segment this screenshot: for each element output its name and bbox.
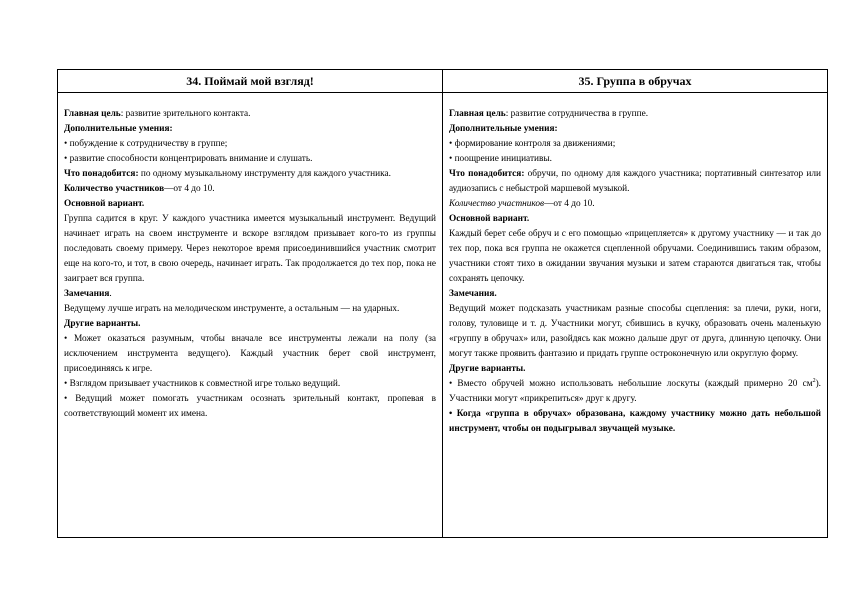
main-variant-label: Основной вариант.	[64, 199, 145, 209]
notes-text: Ведущему лучше играть на мелодическом инструменте, а остальным — на ударных.	[64, 304, 400, 314]
extra-skill-item: • развитие способности концентрировать внимание и слушать.	[64, 154, 313, 164]
other-variants-label: Другие варианты.	[64, 319, 141, 329]
goal-line	[449, 107, 821, 122]
goal-text: : развитие зрительного контакта.	[120, 109, 251, 119]
other-variant-item	[449, 377, 821, 407]
extra-skill-item: • побуждение к сотрудничеству в группе;	[64, 139, 228, 149]
extra-skill-item: • формирование контроля за движениями;	[449, 139, 616, 149]
exercise-35-title: 35. Группа в обручах	[443, 70, 827, 93]
other-variant-item: • Взглядом призывает участников к совместной игре только ведущий.	[64, 379, 341, 389]
count-text: —от 4 до 10.	[164, 184, 215, 194]
main-variant-label: Основной вариант.	[449, 214, 530, 224]
needs-label: Что понадобится:	[449, 169, 525, 179]
notes-label: Замечания.	[449, 289, 497, 299]
count-label: Количество участников	[449, 199, 545, 209]
extra-skills-label: Дополнительные умения:	[64, 124, 173, 134]
other-variant-item: • Когда «группа в обручах» образована, каждому участнику можно дать небольшой инструмент, чтобы он подыгрывал звучащей музыке.	[449, 409, 821, 434]
notes-line	[64, 287, 436, 302]
count-line	[64, 182, 436, 197]
exercise-34-body	[58, 93, 442, 422]
extra-skill-item: • поощрение инициативы.	[449, 154, 552, 164]
exercise-table	[57, 69, 828, 538]
notes-label: Замечания	[64, 289, 110, 299]
needs-text: обручи, по одному для каждого участника; портативный синтезатор или аудиозапись с небыстрой маршевой музыкой.	[449, 169, 821, 194]
exercise-35-column	[443, 70, 827, 537]
needs-label: Что понадобится:	[64, 169, 139, 179]
count-text: —от 4 до 10.	[544, 199, 595, 209]
main-variant-text: Каждый берет себе обруч и с его помощью «прицепляется» к другому участнику — и так до тех пор, пока вся группа не окажется сцепленной обручами. Соединившись таким образом, участники стоят тихо в ожидании звучания музыки и затем стараются двигаться так, чтобы сохранять цепочку.	[449, 229, 821, 284]
needs-line	[64, 167, 436, 182]
needs-line	[449, 167, 821, 197]
count-label: Количество участников	[64, 184, 165, 194]
exercise-34-column	[58, 70, 443, 537]
goal-label: Главная цель	[64, 109, 121, 119]
superscript-two: 2	[812, 377, 816, 384]
goal-label: Главная цель	[449, 109, 506, 119]
goal-text: : развитие сотрудничества в группе.	[505, 109, 649, 119]
other-variant-item: • Ведущий может помогать участникам осознать зрительный контакт, пропевая в соответствующий момент их имена.	[64, 394, 436, 419]
notes-text: Ведущий может подсказать участникам разные способы сцепления: за плечи, руки, ноги, голову, туловище и т. д. Участники могут, сбившись в кучку, образовать очень маленькую «группу в обручах» или, разойдясь как можно дальше друг от друга, длинную цепочку. Они могут также проявить фантазию и придать группе остроконечную или округлую форму.	[449, 304, 821, 359]
notes-dot: .	[109, 289, 112, 299]
goal-line	[64, 107, 436, 122]
variant-text: • Вместо обручей можно использовать небольшие лоскуты (каждый примерно 20 см	[449, 379, 813, 389]
extra-skills-label: Дополнительные умения:	[449, 124, 558, 134]
exercise-35-body	[443, 93, 827, 437]
needs-text: по одному музыкальному инструменту для каждого участника.	[138, 169, 391, 179]
other-variant-item: • Может оказаться разумным, чтобы вначале все инструменты лежали на полу (за исключением инструмента ведущего). Каждый участник берет свой инструмент, присоединяясь к игре.	[64, 334, 436, 374]
main-variant-text: Группа садится в круг. У каждого участника имеется музыкальный инструмент. Ведущий начинает играть на своем инструменте и вскоре взглядом призывает кого-то из группы последовать своему примеру. Через некоторое время присоединившийся участник смотрит еще на кого-то, и тот, в свою очередь, начинает играть. Так продолжается до тех пор, пока не заиграет вся группа.	[64, 214, 436, 284]
other-variants-label: Другие варианты.	[449, 364, 526, 374]
count-line	[449, 197, 821, 212]
variant-text-end: ). Участники могут «прикрепиться» друг к другу.	[449, 379, 821, 404]
exercise-34-title: 34. Поймай мой взгляд!	[58, 70, 442, 93]
